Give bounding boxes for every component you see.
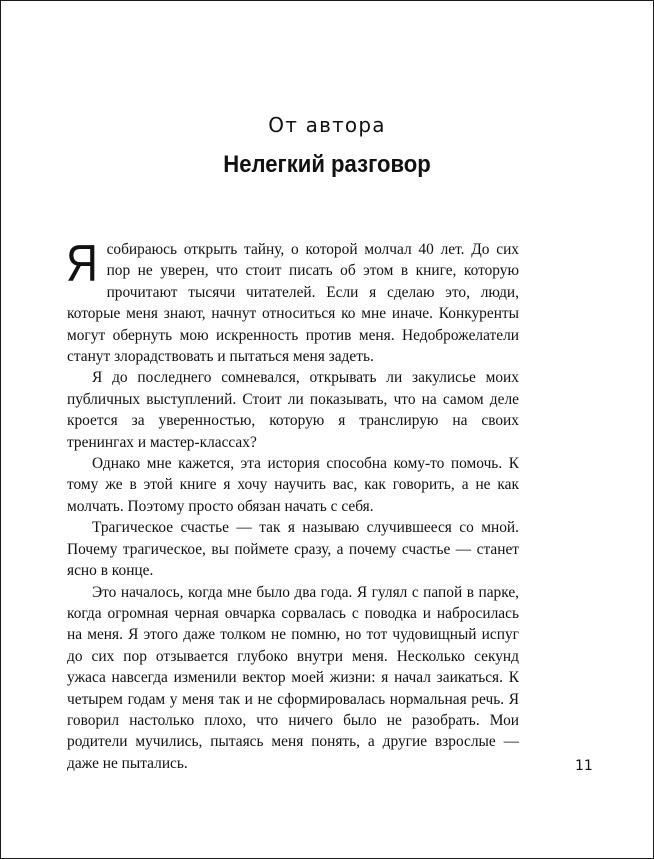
paragraph: Это началось, когда мне было два года. Я гулял с папой в парке, когда огромная черная овчарка сорвалась с поводка и набросилась на меня. Я этого даже толком не помню, но тот чудовищный испуг до сих пор отзывается глубоко внутри меня. Несколько секунд ужаса навсегда изменили вектор моей жизни: я начал заикаться. К четырем годам у меня так и не сформировалась нормальная речь. Я говорил настолько плохо, что ничего было не разобрать. Мои родители мучились, пытаясь меня понять, а другие взрослые — даже не пытались. bbox=[67, 583, 519, 772]
paragraph-text: собираюсь открыть тайну, о которой молчал 40 лет. До сих пор не уверен, что стоит писать об этом в книге, которую прочитают тысячи читателей. Если я сделаю это, люди, которые меня знают, начнут относиться ко мне иначе. Конкуренты могут обернуть мою искренность против меня. Недоброжелатели станут злорадствовать и пытаться меня задеть. bbox=[67, 241, 519, 366]
page-number: 11 bbox=[575, 758, 593, 774]
paragraph: Я до последнего сомневался, открывать ли закулисье моих публичных выступлений. Стоит ли показывать, что на самом деле кроется за уверенностью, которую я транслирую на своих тренингах и мастер-классах? bbox=[67, 369, 519, 451]
chapter-title: Нелегкий разговор bbox=[223, 151, 431, 178]
paragraph: Трагическое счастье — так я называю случившееся со мной. Почему трагическое, вы поймете сразу, а почему счастье — станет ясно в конце. bbox=[67, 519, 519, 580]
section-label: От автора bbox=[268, 113, 386, 137]
paragraph: Однако мне кажется, эта история способна кому-то помочь. К тому же в этой книге я хочу научить вас, как говорить, а не как молчать. Поэтому просто обязан начать с себя. bbox=[67, 455, 519, 515]
drop-cap: Я bbox=[66, 235, 98, 293]
paragraph bbox=[66, 235, 519, 367]
body-text bbox=[66, 235, 519, 774]
